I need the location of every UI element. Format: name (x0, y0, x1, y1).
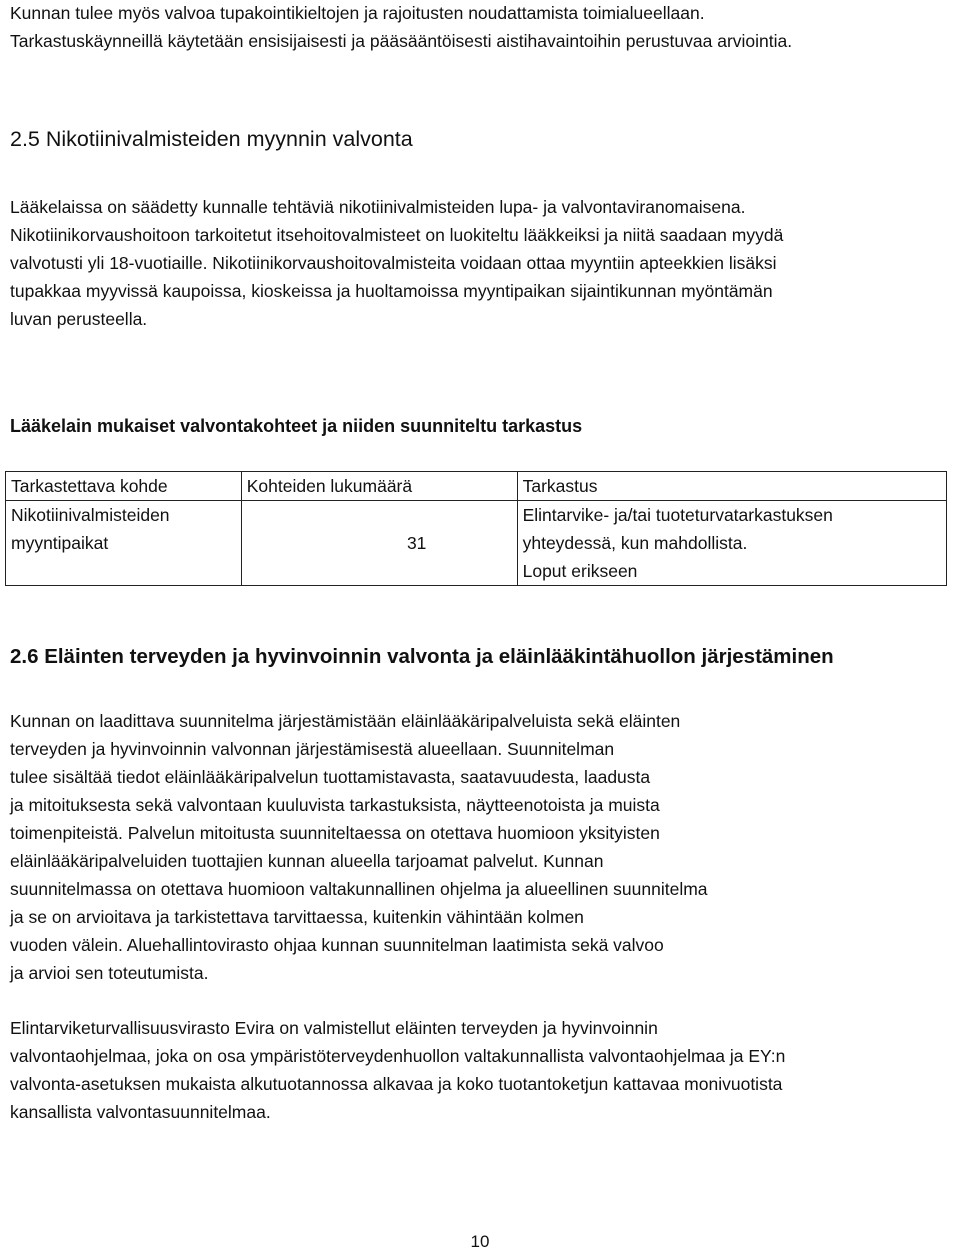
cell-target-line: Nikotiinivalmisteiden (11, 505, 170, 525)
paragraph-line: ja arvioi sen toteutumista. (10, 963, 209, 983)
cell-target-line: myyntipaikat (11, 533, 109, 553)
intro-line: Kunnan tulee myös valvoa tupakointikieltojen ja rajoitusten noudattamista toimialueellaan. (10, 3, 705, 23)
paragraph-line: ja se on arvioitava ja tarkistettava tarvittaessa, kuitenkin vähintään kolmen (10, 907, 584, 927)
paragraph-line: Kunnan on laadittava suunnitelma järjestämistään eläinlääkäripalveluista sekä eläinten (10, 711, 681, 731)
page-number: 10 (470, 1232, 490, 1251)
section-2-5-paragraph (10, 193, 783, 333)
paragraph-line: luvan perusteella. (10, 309, 148, 329)
paragraph-line: Lääkelaissa on säädetty kunnalle tehtäviä nikotiinivalmisteiden lupa- ja valvontaviranomaisena. (10, 197, 746, 217)
paragraph-line: Nikotiinikorvaushoitoon tarkoitetut itsehoitovalmisteet on luokiteltu lääkkeiksi ja niitä saadaan myydä (10, 225, 784, 245)
section-2-5-heading: 2.5 Nikotiinivalmisteiden myynnin valvonta (10, 127, 413, 151)
cell-inspection-line: Loput erikseen (522, 561, 638, 581)
cell-inspection (517, 501, 946, 586)
section-2-6-paragraph-1 (10, 707, 708, 987)
paragraph-line: kansallista valvontasuunnitelmaa. (10, 1102, 271, 1122)
cell-inspection-line: yhteydessä, kun mahdollista. (522, 533, 748, 553)
header-target: Tarkastettava kohde (6, 472, 242, 501)
paragraph-line: eläinlääkäripalveluiden tuottajien kunnan alueella tarjoamat palvelut. Kunnan (10, 851, 604, 871)
paragraph-line: tupakkaa myyvissä kaupoissa, kioskeissa ja huoltamoissa myyntipaikan sijaintikunnan myöntämän (10, 281, 773, 301)
paragraph-line: Elintarviketurvallisuusvirasto Evira on valmistellut eläinten terveyden ja hyvinvoinnin (10, 1018, 658, 1038)
paragraph-line: vuoden välein. Aluehallintovirasto ohjaa kunnan suunnitelman laatimista sekä valvoo (10, 935, 664, 955)
paragraph-line: valvotusti yli 18-vuotiaille. Nikotiinikorvaushoitovalmisteita voidaan ottaa myyntiin apteekkien lisäksi (10, 253, 777, 273)
cell-inspection-line: Elintarvike- ja/tai tuoteturvatarkastuksen (522, 505, 833, 525)
intro-paragraph (10, 0, 792, 55)
paragraph-line: ja mitoituksesta sekä valvontaan kuuluvista tarkastuksista, näytteenotoista ja muista (10, 795, 660, 815)
section-2-6-paragraph-2 (10, 1014, 785, 1126)
cell-count: 31 (241, 501, 517, 586)
paragraph-line: toimenpiteistä. Palvelun mitoitusta suunniteltaessa on otettava huomioon yksityisten (10, 823, 660, 843)
cell-target (6, 501, 242, 586)
paragraph-line: valvontaohjelmaa, joka on osa ympäristöterveydenhuollon valtakunnallista valvontaohjelmaa ja EY:n (10, 1046, 786, 1066)
inspection-table (5, 471, 947, 586)
paragraph-line: tulee sisältää tiedot eläinlääkäripalvelun tuottamistavasta, saatavuudesta, laadusta (10, 767, 651, 787)
table-header-row (6, 472, 947, 501)
section-2-6-heading: 2.6 Eläinten terveyden ja hyvinvoinnin valvonta ja eläinlääkintähuollon järjestäminen (10, 645, 834, 668)
paragraph-line: valvonta-asetuksen mukaista alkutuotannossa alkavaa ja koko tuotantoketjun kattavaa monivuotista (10, 1074, 783, 1094)
header-inspection: Tarkastus (517, 472, 946, 501)
table-row (6, 501, 947, 586)
intro-line: Tarkastuskäynneillä käytetään ensisijaisesti ja pääsääntöisesti aistihavaintoihin perustuvaa arviointia. (10, 31, 793, 51)
paragraph-line: suunnitelmassa on otettava huomioon valtakunnallinen ohjelma ja alueellinen suunnitelma (10, 879, 708, 899)
paragraph-line: terveyden ja hyvinvoinnin valvonnan järjestämisestä alueellaan. Suunnitelman (10, 739, 615, 759)
header-count: Kohteiden lukumäärä (241, 472, 517, 501)
table-title: Lääkelain mukaiset valvontakohteet ja niiden suunniteltu tarkastus (10, 416, 583, 436)
